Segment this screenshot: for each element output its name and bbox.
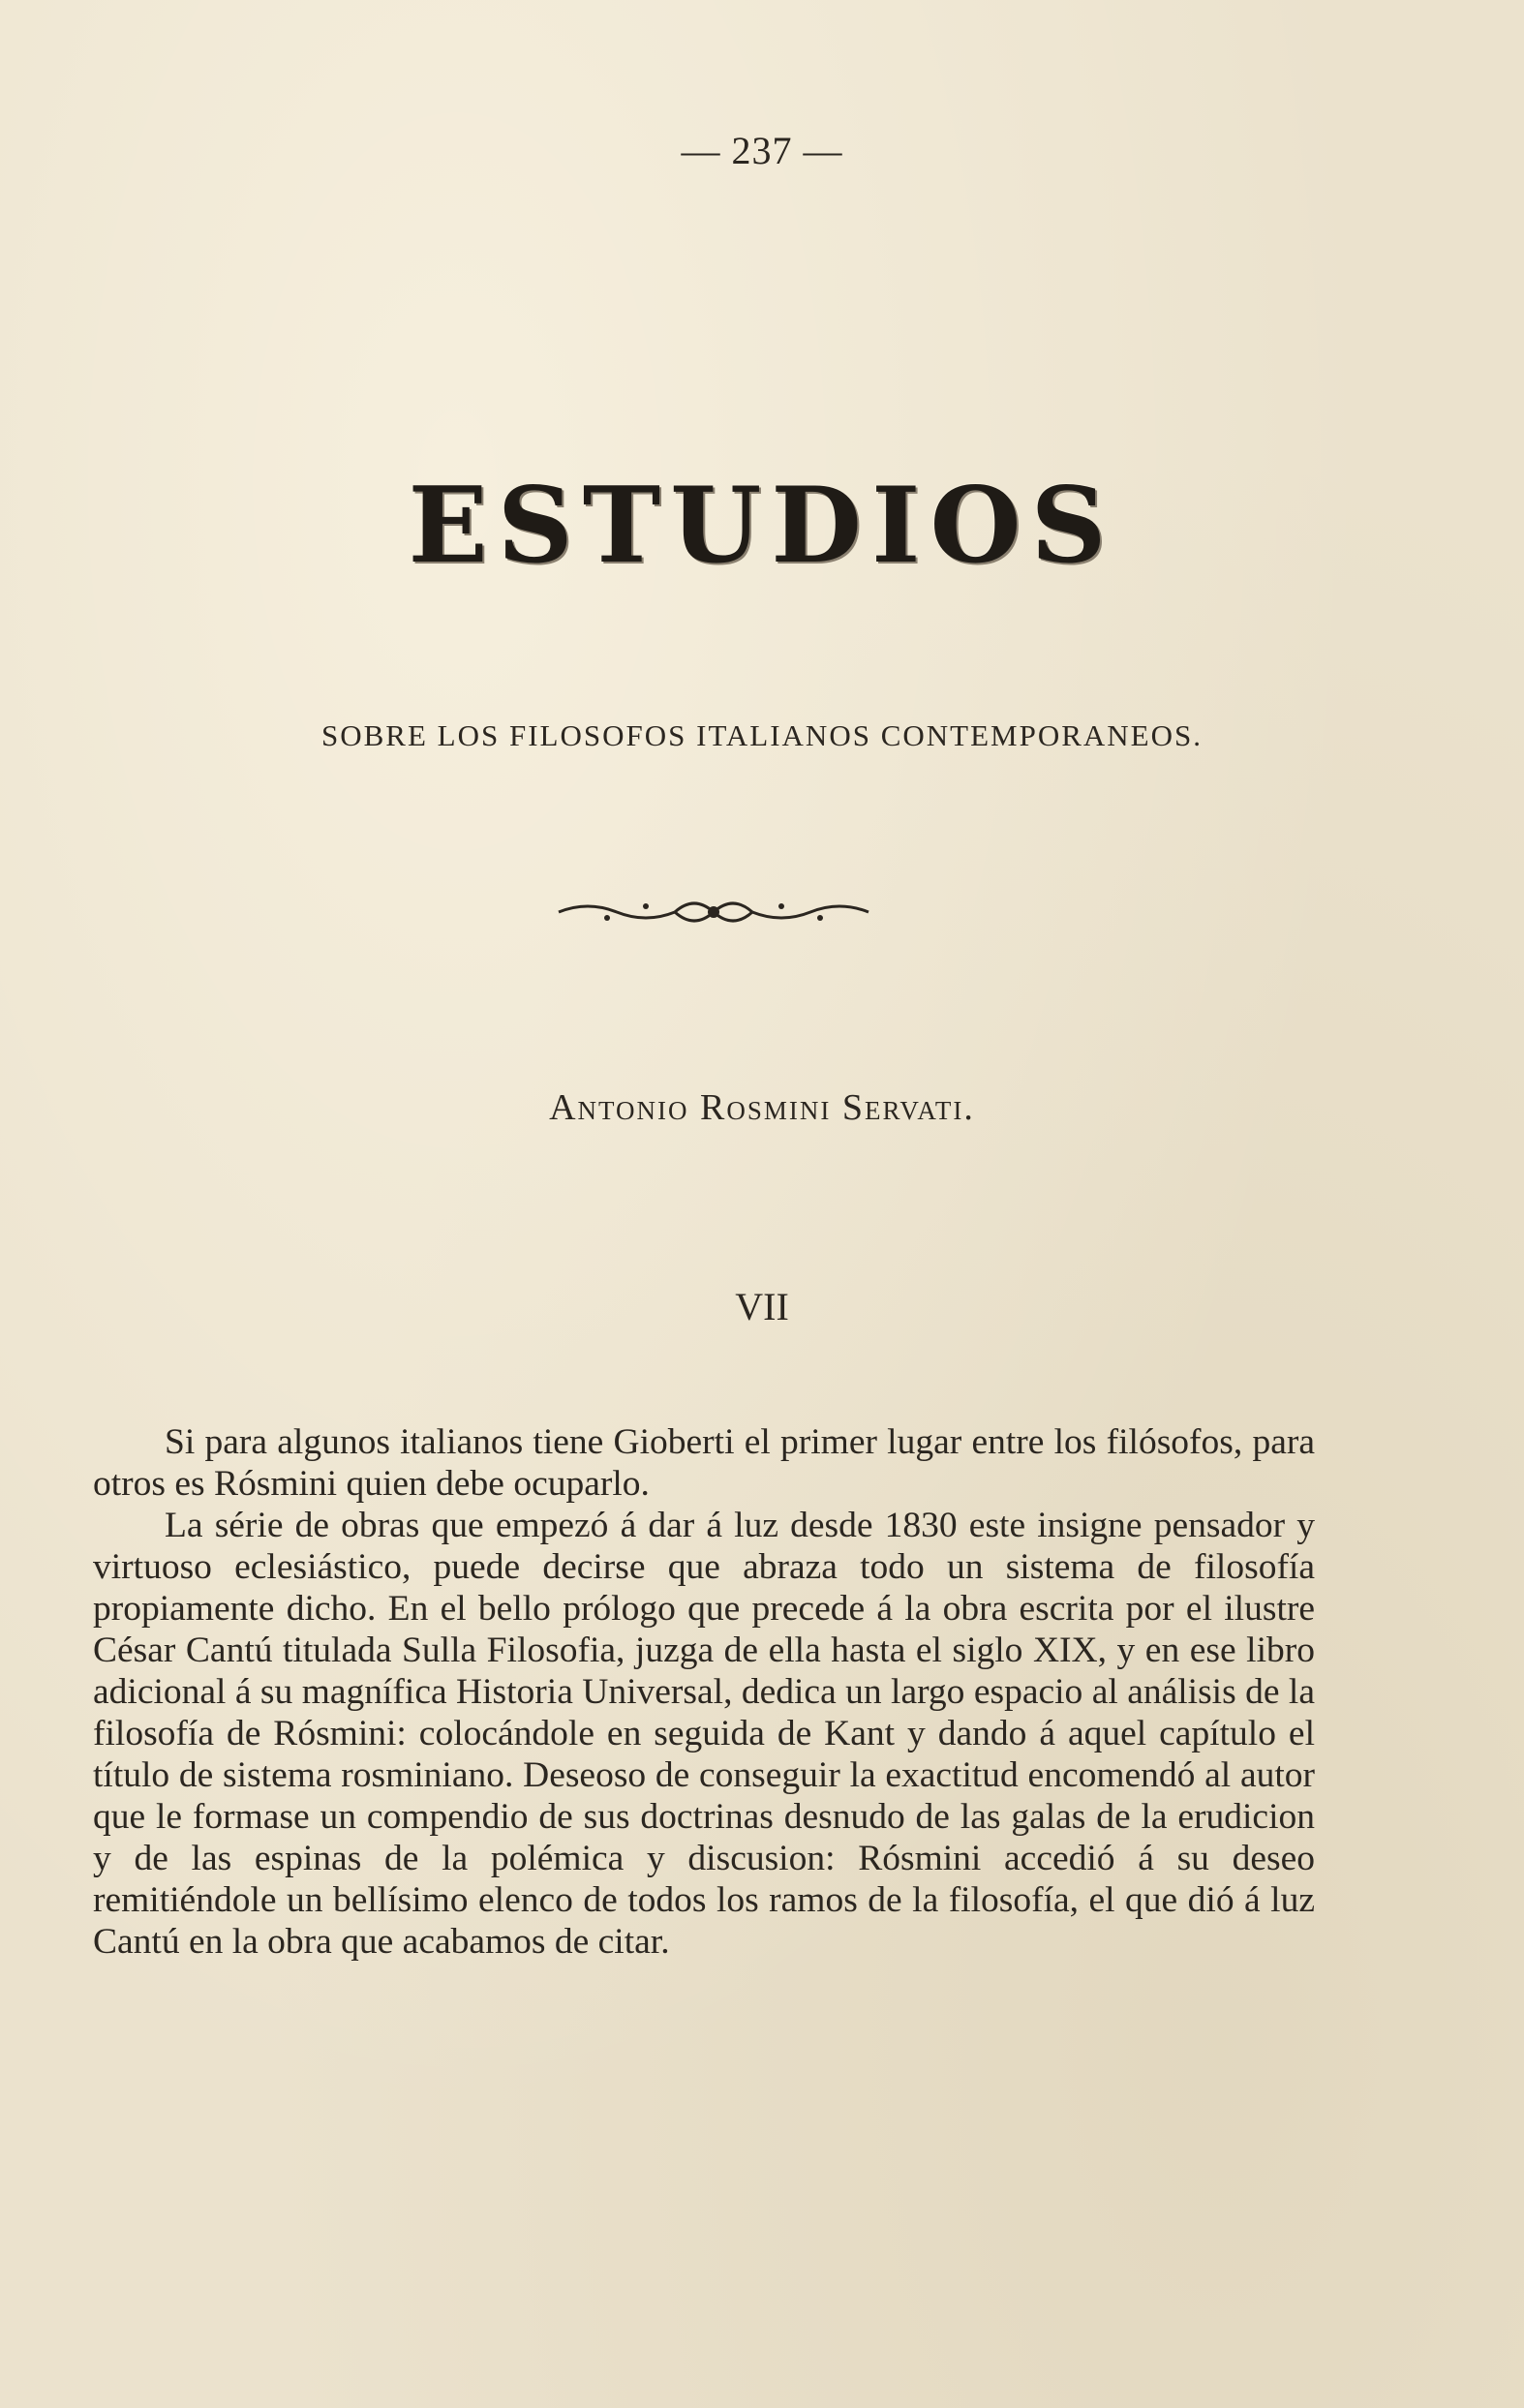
page-number: — 237 — (681, 129, 843, 172)
author-name: Antonio Rosmini Servati. (549, 1087, 975, 1128)
paragraph: Si para algunos italianos tiene Gioberti el primer lugar entre los filósofos, para otros es Rósmini quien debe ocuparlo. (93, 1422, 1315, 1504)
main-title: ESTUDIOS (408, 465, 1116, 587)
ornament-divider-icon (549, 893, 878, 931)
paragraph: La série de obras que empezó á dar á luz desde 1830 este insigne pensador y virtuoso eclesiástico, puede decirse que abraza todo un sistema de filosofía propiamente dicho. En el bello prólogo que precede á la obra escrita por el ilustre César Cantú titulada Sulla Filosofia, juzga de ella hasta el siglo XIX, y en ese libro adicional á su magnífica Historia Universal, dedica un largo espacio al análisis de la filosofía de Rósmini: colocándole en seguida de Kant y dando á aquel capítulo el título de sistema rosminiano. Deseoso de conseguir la exactitud encomendó al autor que le formase un compendio de sus doctrinas desnudo de las galas de la erudicion y de las espinas de la polémica y discusion: Rósmini accedió á su deseo remitiéndole un bellísimo elenco de todos los ramos de la filosofía, el que dió á luz Cantú en la obra que acabamos de citar. (93, 1506, 1315, 1962)
body-text (93, 1421, 1315, 1963)
subtitle: SOBRE LOS FILOSOFOS ITALIANOS CONTEMPORANEOS. (321, 718, 1203, 752)
section-number: VII (735, 1285, 789, 1328)
